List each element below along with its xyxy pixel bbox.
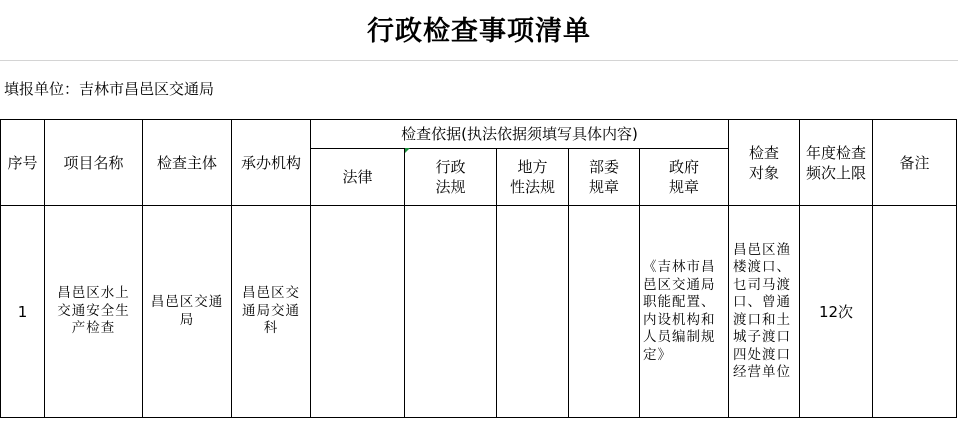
header-remarks[interactable]: 备注 <box>873 120 957 206</box>
cell-basis-local-regulation[interactable] <box>497 206 569 418</box>
header-basis-law[interactable]: 法律 <box>311 149 405 206</box>
header-undertaking-agency[interactable]: 承办机构 <box>232 120 311 206</box>
header-basis-government-rule[interactable]: 政府 规章 <box>640 149 729 206</box>
cell-basis-admin-regulation[interactable] <box>405 206 497 418</box>
header-basis-local-regulation[interactable]: 地方 性法规 <box>497 149 569 206</box>
cell-item-name[interactable]: 昌邑区水上交通安全生产检查 <box>45 206 143 418</box>
cell-basis-law[interactable] <box>311 206 405 418</box>
title-divider <box>0 60 958 61</box>
table-row <box>1 206 957 418</box>
header-serial[interactable]: 序号 <box>1 120 45 206</box>
header-item-name[interactable]: 项目名称 <box>45 120 143 206</box>
header-basis-admin-regulation[interactable]: 行政 法规 <box>405 149 497 206</box>
cell-serial[interactable]: 1 <box>1 206 45 418</box>
document-title: 行政检查事项清单 <box>367 15 591 47</box>
header-basis-ministry-rule[interactable]: 部委 规章 <box>569 149 640 206</box>
comment-marker-icon[interactable] <box>405 148 410 153</box>
cell-undertaking-agency[interactable]: 昌邑区交通局交通科 <box>232 206 311 418</box>
cell-basis-ministry-rule[interactable] <box>569 206 640 418</box>
header-inspection-subject[interactable]: 检查主体 <box>143 120 232 206</box>
cell-basis-government-rule[interactable]: 《吉林市昌邑区交通局职能配置、内设机构和人员编制规定》 <box>640 206 729 418</box>
inspection-table <box>0 119 957 418</box>
cell-inspection-target[interactable]: 昌邑区渔楼渡口、乜司马渡口、曾通渡口和土城子渡口四处渡口经营单位 <box>729 206 800 418</box>
header-basis-group[interactable]: 检查依据(执法依据须填写具体内容) <box>311 120 729 149</box>
cell-annual-limit[interactable]: 12次 <box>800 206 873 418</box>
reporting-unit: 填报单位：吉林市昌邑区交通局 <box>4 80 215 98</box>
cell-remarks[interactable] <box>873 206 957 418</box>
header-annual-limit[interactable]: 年度检查 频次上限 <box>800 120 873 206</box>
cell-inspection-subject[interactable]: 昌邑区交通局 <box>143 206 232 418</box>
header-inspection-target[interactable]: 检查 对象 <box>729 120 800 206</box>
